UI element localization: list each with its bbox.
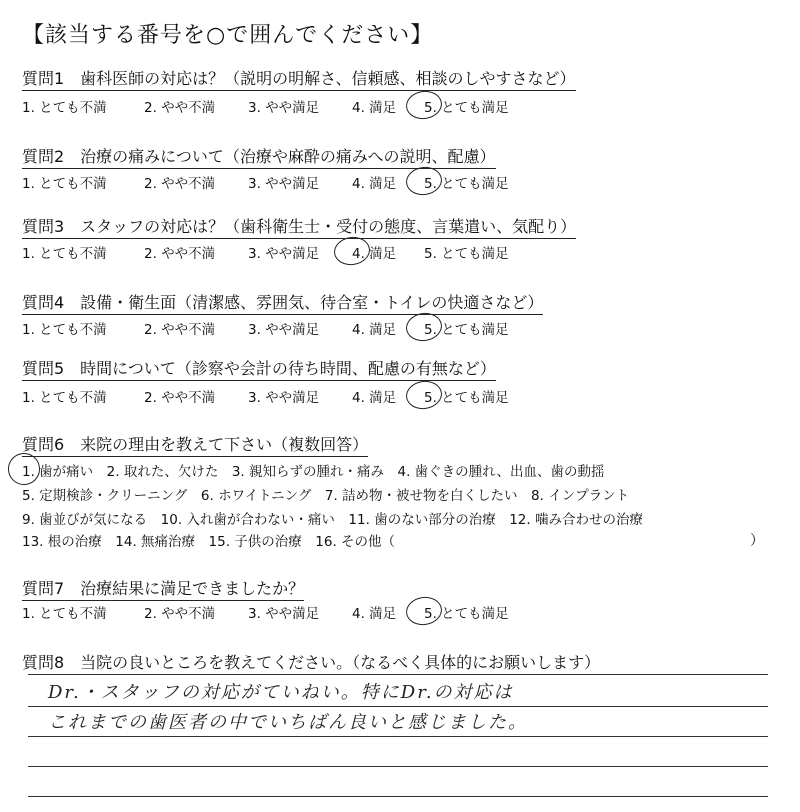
q2-selection-circle: [404, 165, 444, 198]
q1-option-2[interactable]: 2. やや不満: [144, 100, 216, 116]
q2-option-3[interactable]: 3. やや満足: [248, 176, 320, 192]
q2-option-1[interactable]: 1. とても不満: [22, 176, 107, 192]
question-4-title: 質問4 設備・衛生面（清潔感、雰囲気、待合室・トイレの快適さなど）: [22, 290, 543, 315]
question-4-options: [0, 318, 800, 340]
q1-selection-circle: [404, 89, 444, 122]
q4-option-2[interactable]: 2. やや不満: [144, 322, 216, 338]
q3-option-4[interactable]: 4. 満足: [352, 246, 397, 262]
handwritten-answer-2[interactable]: これまでの歯医者の中でいちばん良いと感じました。: [48, 712, 528, 733]
answer-line-5: [28, 796, 768, 797]
q3-option-2[interactable]: 2. やや不満: [144, 246, 216, 262]
question-8-title: 質問8 当院の良いところを教えてください。（なるべく具体的にお願いします）: [22, 653, 601, 672]
q4-option-1[interactable]: 1. とても不満: [22, 322, 107, 338]
q2-option-4[interactable]: 4. 満足: [352, 176, 397, 192]
q7-option-1[interactable]: 1. とても不満: [22, 606, 107, 622]
q5-option-3[interactable]: 3. やや満足: [248, 390, 320, 406]
question-3-title: 質問3 スタッフの対応は？（歯科衛生士・受付の態度、言葉遣い、気配り）: [22, 214, 576, 239]
q5-option-4[interactable]: 4. 満足: [352, 390, 397, 406]
question-1-options: [0, 96, 800, 118]
question-5-title: 質問5 時間について（診察や会計の待ち時間、配慮の有無など）: [22, 356, 496, 381]
q7-option-4[interactable]: 4. 満足: [352, 606, 397, 622]
question-2-options: [0, 172, 800, 194]
q2-option-5[interactable]: 5. とても満足: [424, 176, 509, 192]
q4-option-3[interactable]: 3. やや満足: [248, 322, 320, 338]
q7-option-2[interactable]: 2. やや不満: [144, 606, 216, 622]
question-1-title: 質問1 歯科医師の対応は？（説明の明解さ、信頼感、相談のしやすさなど）: [22, 66, 576, 91]
q6-options-row-1[interactable]: 1. 歯が痛い 2. 取れた、欠けた 3. 親知らずの腫れ・痛み 4. 歯ぐきの腫れ、出血、歯の動揺: [0, 460, 800, 484]
question-3-options: [0, 242, 800, 264]
question-2-title: 質問2 治療の痛みについて（治療や麻酔の痛みへの説明、配慮）: [22, 144, 496, 169]
answer-line-3: [28, 736, 768, 737]
question-6-title: 質問6 来院の理由を教えて下さい（複数回答）: [22, 432, 368, 457]
answer-line-4: [28, 766, 768, 767]
q6-options-row-3[interactable]: 9. 歯並びが気になる 10. 入れ歯が合わない・痛い 11. 歯のない部分の治療 12. 噛み合わせの治療: [22, 512, 643, 528]
question-7-options: [0, 602, 800, 624]
q1-option-5[interactable]: 5. とても満足: [424, 100, 509, 116]
q5-option-5[interactable]: 5. とても満足: [424, 390, 509, 406]
q7-option-3[interactable]: 3. やや満足: [248, 606, 320, 622]
q5-option-2[interactable]: 2. やや不満: [144, 390, 216, 406]
q2-option-2[interactable]: 2. やや不満: [144, 176, 216, 192]
answer-line-1: [28, 674, 768, 675]
q1-option-4[interactable]: 4. 満足: [352, 100, 397, 116]
q7-option-5[interactable]: 5. とても満足: [424, 606, 509, 622]
q4-selection-circle: [404, 311, 444, 344]
question-7-title: 質問7 治療結果に満足できましたか？: [22, 576, 304, 601]
q3-option-5[interactable]: 5. とても満足: [424, 246, 509, 262]
q1-option-1[interactable]: 1. とても不満: [22, 100, 107, 116]
q6-options-row-4[interactable]: 13. 根の治療 14. 無痛治療 15. 子供の治療 16. その他（ ）: [0, 530, 800, 554]
q7-selection-circle: [404, 595, 444, 628]
q5-selection-circle: [404, 379, 444, 412]
handwritten-answer-1[interactable]: Dr.・スタッフの対応がていねい。特にDr.の対応は: [48, 682, 514, 703]
q3-option-1[interactable]: 1. とても不満: [22, 246, 107, 262]
q6-other-close-paren: ）: [750, 533, 764, 549]
q4-option-4[interactable]: 4. 満足: [352, 322, 397, 338]
q1-option-3[interactable]: 3. やや満足: [248, 100, 320, 116]
question-5-options: [0, 386, 800, 408]
answer-line-2: [28, 706, 768, 707]
q4-option-5[interactable]: 5. とても満足: [424, 322, 509, 338]
instruction-header: 【該当する番号を○で囲んでください】: [22, 23, 434, 48]
q6-options-row-2[interactable]: 5. 定期検診・クリーニング 6. ホワイトニング 7. 詰め物・被せ物を白くしたい 8. インプラント: [22, 488, 630, 504]
q3-option-3[interactable]: 3. やや満足: [248, 246, 320, 262]
q3-selection-circle: [332, 235, 372, 268]
q5-option-1[interactable]: 1. とても不満: [22, 390, 107, 406]
